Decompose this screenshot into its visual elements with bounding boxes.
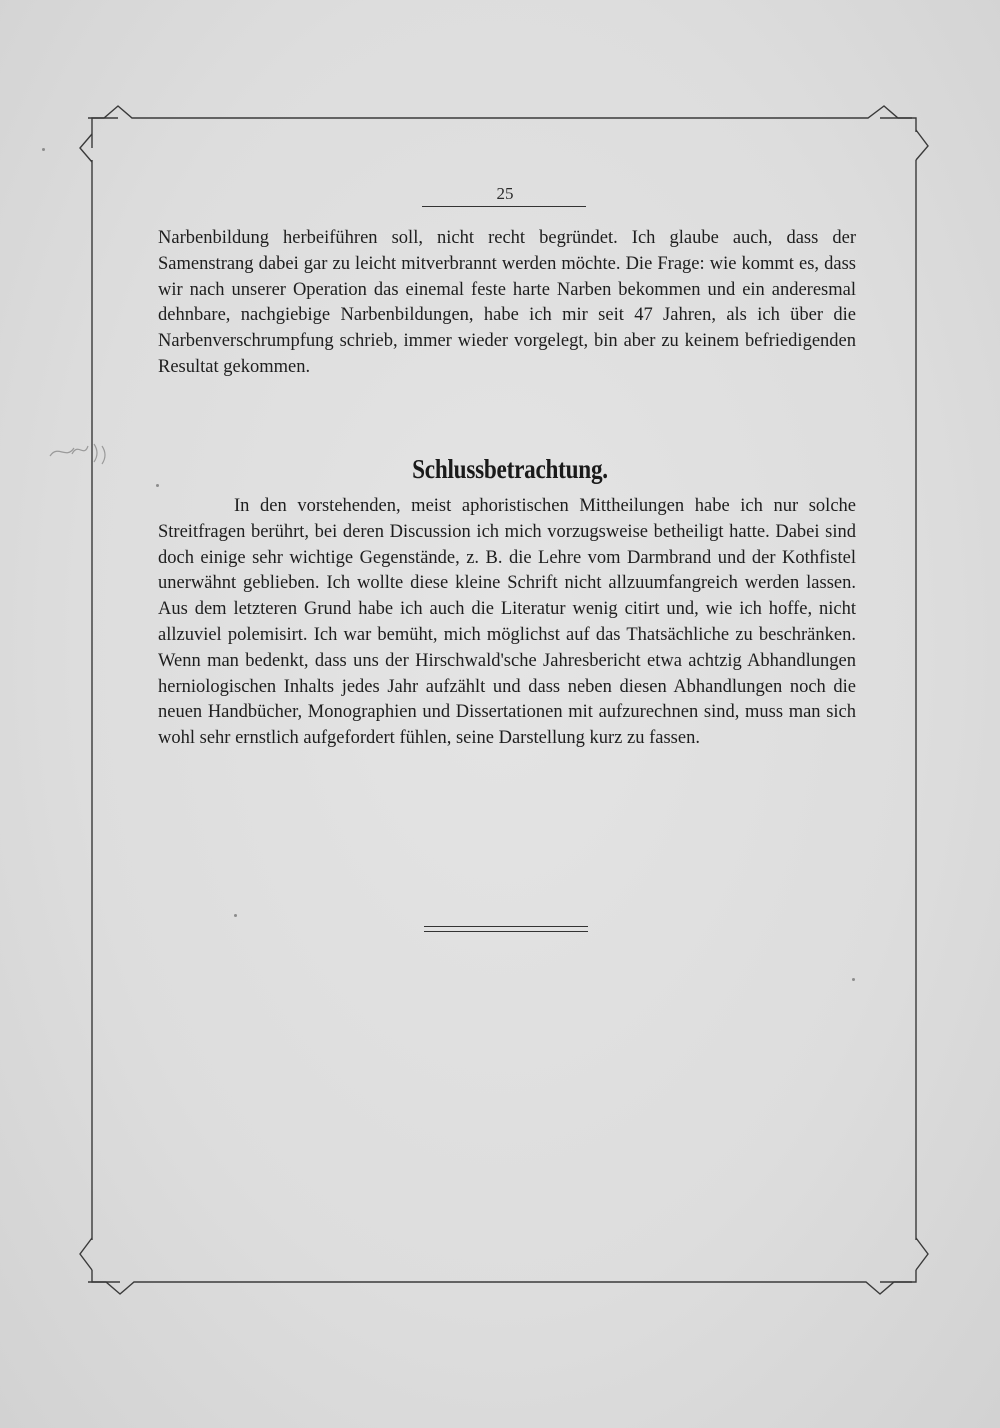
ink-smudge-mark (44, 436, 114, 466)
end-double-rule-top (424, 926, 588, 927)
intro-paragraph: Narbenbildung herbeiführen soll, nicht recht begründet. Ich glaube auch, dass der Samenstrang dabei gar zu leicht mitverbrannt werden möchte. Die Frage: wie kommt es, dass wir nach unserer Operation das einemal feste harte Narben bekommen und ein anderesmal dehnbare, nachgiebige Narbenbildungen, habe ich mir seit 47 Jahren, als ich über die Narbenverschrumpfung schrieb, immer wieder vorgelegt, bin aber zu keinem befriedigenden Resultat gekommen. (158, 228, 856, 377)
end-double-rule-bottom (424, 931, 588, 932)
page-number-rule (422, 206, 586, 207)
paper-speck (156, 484, 159, 487)
conclusion-paragraph: In den vorstehenden, meist aphoristischen Mittheilungen habe ich nur solche Streitfragen berührt, bei deren Discussion ich mich vorzugsweise betheiligt hatte. Dabei sind doch einige sehr wichtige Gegenstände, z. B. die Lehre vom Darmbrand und der Kothfistel unerwähnt geblieben. Ich wollte diese kleine Schrift nicht allzuumfangreich werden lassen. Aus dem letzteren Grund habe ich auch die Literatur wenig citirt und, wie ich hoffe, nicht allzuviel polemisirt. Ich war bemüht, mich möglichst auf das Thatsächliche zu beschränken. Wenn man bedenkt, dass uns der Hirschwald'sche Jahresbericht etwa achtzig Abhandlungen herniologischen Inhalts jedes Jahr aufzählt und dass neben diesen Abhandlungen noch die neuen Handbücher, Monographien und Dissertationen mit aufzurechnen sind, muss man sich wohl sehr ernstlich aufgefordert fühlen, seine Darstellung kurz zu fassen. (158, 496, 856, 749)
page-number: 25 (496, 184, 514, 203)
section-heading: Schlussbetrachtung. (412, 454, 608, 484)
paper-speck (852, 978, 855, 981)
paper-speck (234, 914, 237, 917)
paper-speck (42, 148, 45, 151)
